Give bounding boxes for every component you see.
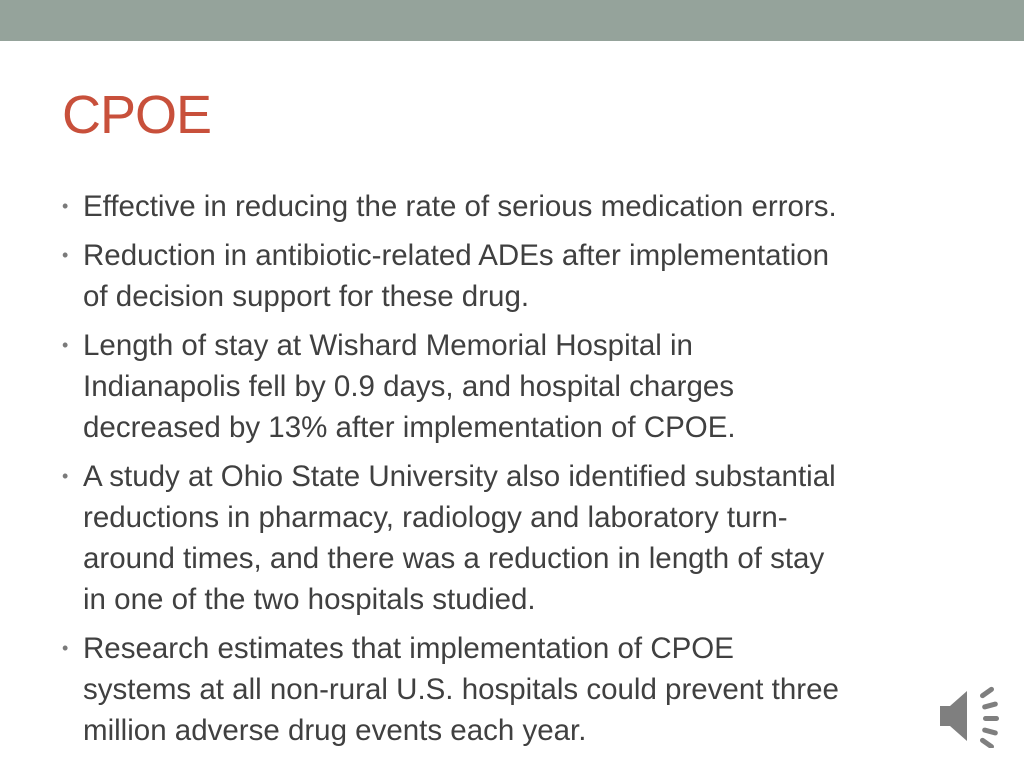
bullet-text-line: systems at all non-rural U.S. hospitals could prevent three: [83, 673, 839, 706]
bullet-list: [62, 186, 962, 759]
bullet-dot: •: [62, 245, 69, 265]
slide-title: CPOE: [62, 85, 212, 145]
bullet-dot: •: [62, 335, 69, 355]
bullet-text-line: Research estimates that implementation of CPOE: [83, 632, 734, 665]
speaker-icon[interactable]: [936, 684, 1006, 748]
bullet-text-line: in one of the two hospitals studied.: [83, 583, 536, 616]
bullet-text-line: reductions in pharmacy, radiology and laboratory turn-: [83, 501, 788, 534]
bullet-dot: •: [62, 466, 69, 486]
bullet-item: [62, 325, 962, 448]
bullet-text-line: million adverse drug events each year.: [83, 714, 587, 747]
bullet-item: [62, 456, 962, 620]
bullet-text-line: Length of stay at Wishard Memorial Hospital in: [83, 329, 693, 362]
bullet-text-line: of decision support for these drug.: [83, 280, 530, 313]
bullet-text-line: A study at Ohio State University also identified substantial: [83, 460, 836, 493]
bullet-item: [62, 628, 962, 751]
sound-waves: [979, 686, 999, 748]
top-accent-bar: [0, 0, 1024, 41]
bullet-item: [62, 235, 962, 317]
bullet-dot: •: [62, 196, 69, 216]
bullet-text-line: decreased by 13% after implementation of CPOE.: [83, 411, 736, 444]
bullet-item: [62, 186, 962, 227]
bullet-dot: •: [62, 638, 69, 658]
bullet-text-line: Effective in reducing the rate of serious medication errors.: [83, 190, 837, 223]
bullet-text-line: Indianapolis fell by 0.9 days, and hospital charges: [83, 370, 735, 403]
bullet-text-line: around times, and there was a reduction in length of stay: [83, 542, 825, 575]
speaker-body: [940, 691, 967, 741]
bullet-text-line: Reduction in antibiotic-related ADEs after implementation: [83, 239, 830, 272]
